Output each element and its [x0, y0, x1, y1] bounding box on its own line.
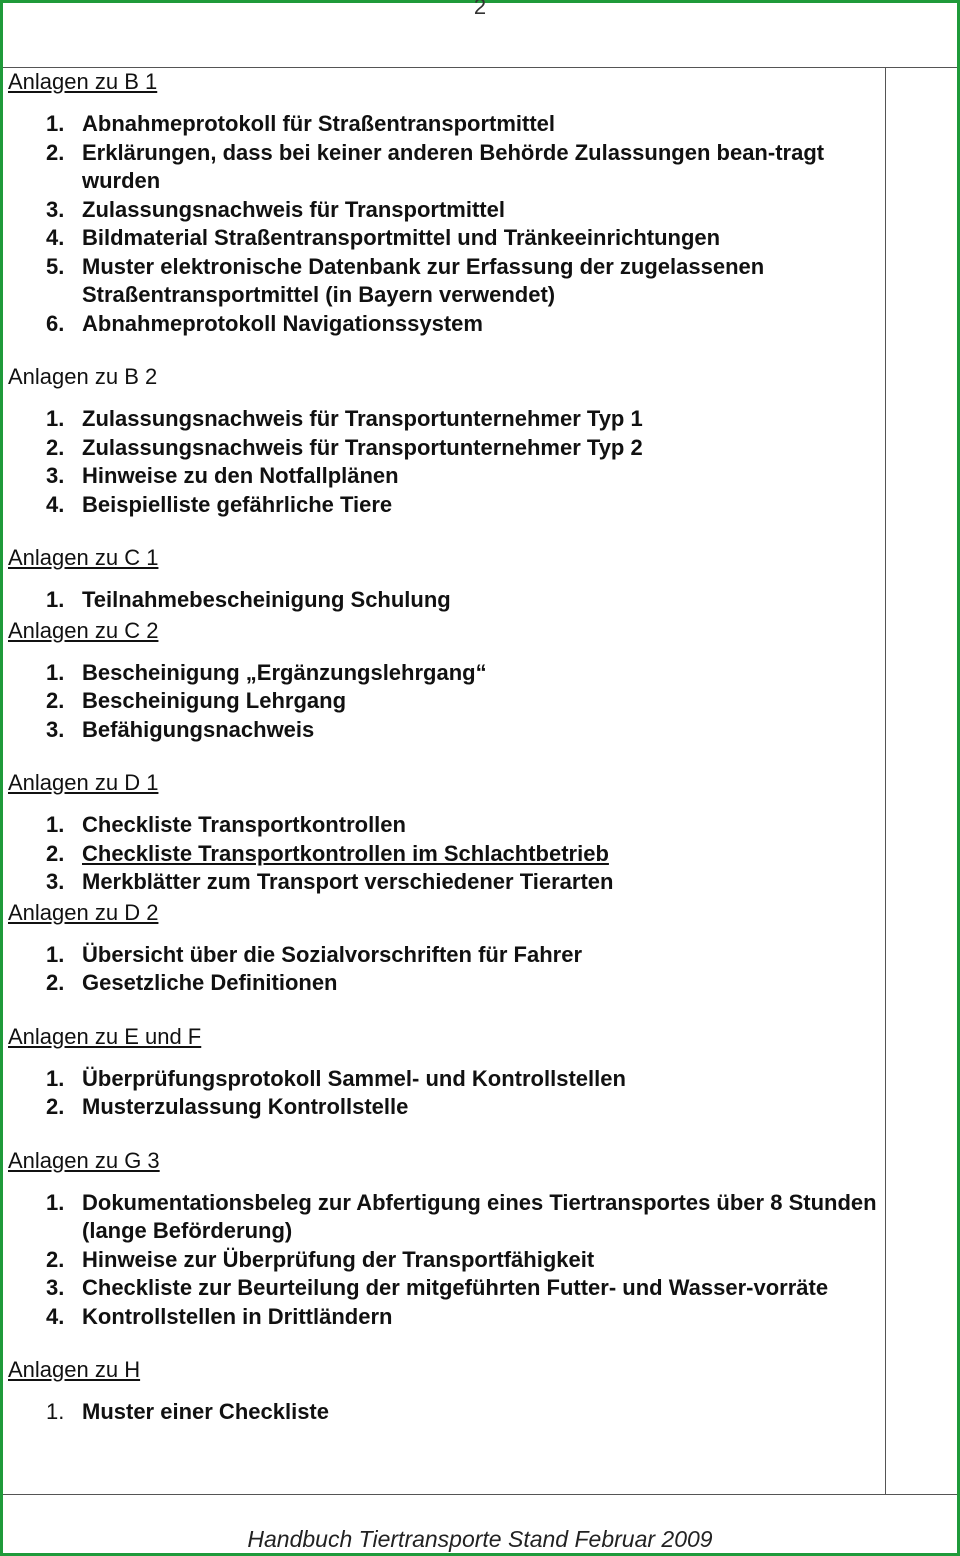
list-item	[46, 840, 880, 869]
item-number: 3.	[46, 716, 65, 742]
page-number: 2	[473, 0, 487, 19]
section-heading: Anlagen zu B 1	[8, 69, 158, 94]
item-text: Bescheinigung Lehrgang	[82, 688, 347, 713]
item-text: Muster einer Checkliste	[82, 1399, 329, 1424]
item-number: 2.	[46, 139, 65, 165]
list-item	[46, 434, 880, 463]
item-number: 2.	[46, 434, 65, 460]
table-bottom-border	[3, 1494, 957, 1495]
item-number: 6.	[46, 310, 65, 336]
list-item	[46, 1303, 880, 1332]
annex-items	[8, 405, 880, 519]
section-heading: Anlagen zu E und F	[8, 1023, 202, 1049]
list-item	[46, 139, 880, 196]
item-number: 4.	[46, 1303, 65, 1329]
section-heading: Anlagen zu D 1	[8, 770, 159, 795]
list-item	[46, 586, 880, 615]
list-item	[46, 1398, 880, 1427]
item-number: 3.	[46, 196, 65, 222]
list-item	[46, 687, 880, 716]
item-text: Abnahmeprotokoll für Straßentransportmittel	[82, 111, 556, 136]
annex-items	[8, 1398, 880, 1427]
annex-items	[8, 659, 880, 745]
item-number: 1.	[46, 1189, 65, 1215]
list-item	[46, 969, 880, 998]
item-text: Teilnahmebescheinigung Schulung	[82, 587, 451, 612]
list-item	[46, 110, 880, 139]
item-number: 2.	[46, 840, 65, 866]
item-text: Muster elektronische Datenbank zur Erfassung der zugelassenen Straßentransportmittel (in Bayern verwendet)	[82, 253, 765, 307]
item-number: 1.	[46, 587, 65, 612]
list-item	[46, 196, 880, 225]
list-item	[46, 811, 880, 840]
item-text: Bildmaterial Straßentransportmittel und Tränkeeinrichtungen	[82, 225, 721, 250]
item-text: Übersicht über die Sozialvorschriften für Fahrer	[82, 941, 583, 967]
list-item	[46, 659, 880, 688]
item-text: Kontrollstellen in Drittländern	[82, 1303, 393, 1329]
table-column-divider	[885, 67, 886, 1495]
item-text: Merkblätter zum Transport verschiedener Tierarten	[82, 869, 614, 894]
list-item	[46, 716, 880, 745]
item-number: 3.	[46, 463, 65, 488]
list-item	[46, 1065, 880, 1094]
item-number: 1.	[46, 406, 65, 431]
item-number: 4.	[46, 225, 65, 250]
item-text: Dokumentationsbeleg zur Abfertigung eines Tiertransportes über 8 Stunden (lange Beförderung)	[82, 1189, 877, 1243]
item-text: Abnahmeprotokoll Navigationssystem	[82, 310, 483, 336]
item-text: Gesetzliche Definitionen	[82, 970, 338, 995]
list-item	[46, 491, 880, 520]
footer-text: Handbuch Tiertransporte Stand Februar 2009	[247, 1526, 713, 1552]
annex-items	[8, 1189, 880, 1332]
section-heading: Anlagen zu B 2	[8, 364, 158, 389]
list-item	[46, 1246, 880, 1275]
item-text: Checkliste zur Beurteilung der mitgeführten Futter- und Wasser-vorräte	[82, 1275, 829, 1300]
item-number: 1.	[46, 812, 65, 837]
list-item	[46, 868, 880, 897]
section-heading: Anlagen zu H	[8, 1357, 141, 1382]
section-heading: Anlagen zu D 2	[8, 899, 159, 925]
item-number: 3.	[46, 1275, 65, 1300]
item-number: 2.	[46, 1246, 65, 1272]
item-number: 4.	[46, 491, 65, 517]
item-number: 1.	[46, 659, 65, 685]
list-item	[46, 1189, 880, 1246]
item-number: 2.	[46, 688, 65, 713]
item-text: Hinweise zu den Notfallplänen	[82, 463, 399, 488]
section-heading: Anlagen zu C 1	[8, 545, 159, 570]
item-number: 5.	[46, 253, 65, 279]
section-heading: Anlagen zu G 3	[8, 1147, 160, 1173]
item-text: Erklärungen, dass bei keiner anderen Behörde Zulassungen bean-tragt wurden	[82, 139, 825, 193]
list-item	[46, 405, 880, 434]
annex-items	[8, 941, 880, 998]
list-item	[46, 253, 880, 310]
annex-items	[8, 110, 880, 338]
annex-items	[8, 811, 880, 897]
item-number: 2.	[46, 1094, 65, 1119]
item-text: Zulassungsnachweis für Transportmittel	[82, 196, 505, 222]
item-number: 1.	[46, 1399, 65, 1424]
item-text: Beispielliste gefährliche Tiere	[82, 491, 393, 517]
item-number: 1.	[46, 1065, 65, 1091]
item-number: 1.	[46, 111, 65, 136]
annex-list	[8, 68, 880, 1427]
list-item	[46, 1274, 880, 1303]
section-heading: Anlagen zu C 2	[8, 617, 159, 643]
item-text: Checkliste Transportkontrollen im Schlachtbetrieb	[82, 840, 609, 866]
list-item	[46, 1093, 880, 1122]
item-text: Befähigungsnachweis	[82, 716, 315, 742]
list-item	[46, 941, 880, 970]
annex-items	[8, 586, 880, 615]
item-text: Bescheinigung „Ergänzungslehrgang“	[82, 659, 487, 685]
list-item	[46, 462, 880, 491]
item-number: 2.	[46, 970, 65, 995]
list-item	[46, 310, 880, 339]
item-number: 1.	[46, 941, 65, 967]
item-text: Zulassungsnachweis für Transportunternehmer Typ 1	[82, 406, 643, 431]
item-text: Überprüfungsprotokoll Sammel- und Kontrollstellen	[82, 1065, 626, 1091]
item-text: Checkliste Transportkontrollen	[82, 812, 406, 837]
item-number: 3.	[46, 869, 65, 894]
annex-items	[8, 1065, 880, 1122]
item-text: Zulassungsnachweis für Transportunternehmer Typ 2	[82, 434, 643, 460]
item-text: Hinweise zur Überprüfung der Transportfähigkeit	[82, 1246, 595, 1272]
list-item	[46, 224, 880, 253]
item-text: Musterzulassung Kontrollstelle	[82, 1094, 409, 1119]
